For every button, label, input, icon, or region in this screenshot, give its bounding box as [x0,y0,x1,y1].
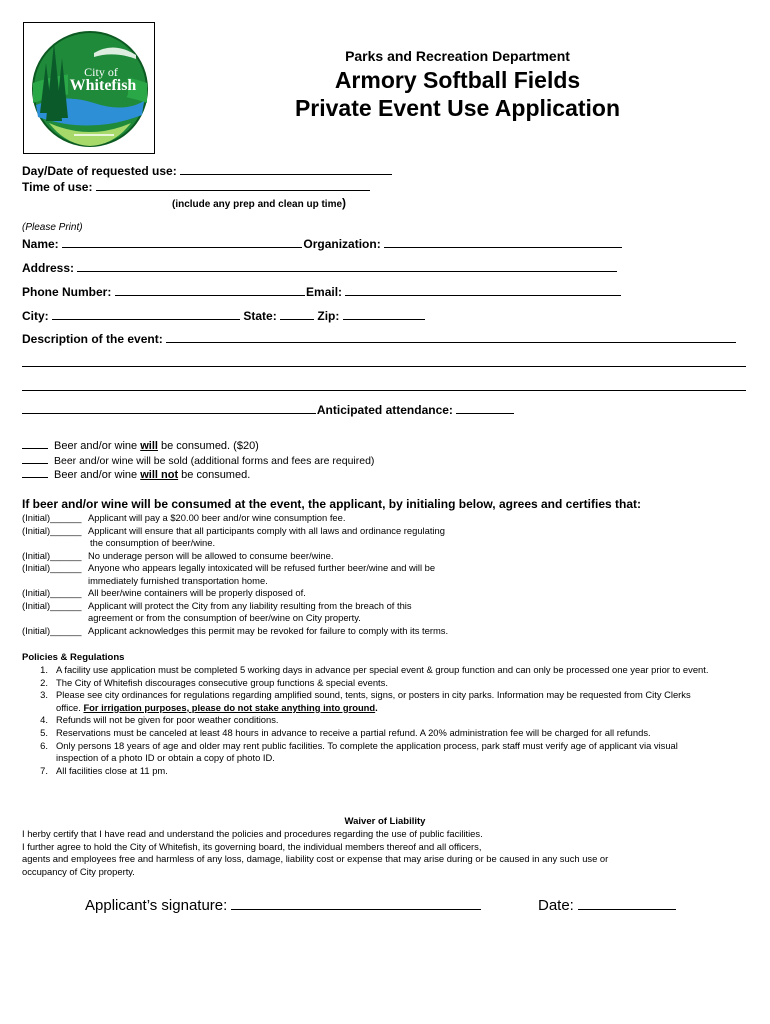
description-line[interactable] [166,331,736,343]
policies-list [12,664,752,777]
policy-item [12,664,752,677]
initial-label[interactable]: (Initial)______ [22,624,82,636]
policy-number: 2. [40,676,48,688]
beer-option-consumed[interactable] [22,439,259,452]
initial-row[interactable] [22,512,448,525]
policy-text: The City of Whitefish discourages consecutive group functions & special events. [56,676,388,688]
phone-line[interactable] [115,284,305,296]
initial-text: No underage person will be allowed to consume beer/wine. [88,549,334,561]
city-line[interactable] [52,308,240,320]
initial-text: Anyone who appears legally intoxicated will be refused further beer/wine and will be [88,562,436,573]
day-date-line[interactable] [180,163,392,175]
initial-text: agreement or from the consumption of beer/wine on City property. [88,612,361,623]
date-field[interactable] [538,895,676,914]
policy-item [12,765,752,778]
beer-option-not-consumed[interactable] [22,468,250,481]
initials-list [22,512,448,637]
policy-item: 3. Please see city ordinances for regulations regarding amplified sound, tents, signs, or posters in city parks. Information may be requested from City Clerks office. For irrigation purposes, please do not stake anything into ground. [12,689,752,714]
date-label: Date: [538,897,574,914]
initial-row[interactable] [22,600,448,613]
logo-text-city-of: City of [84,65,118,79]
policy-text: Only persons 18 years of age and older may rent public facilities. To complete the application process, park staff must verify age of applicant via visual inspection of a photo ID or obtain a copy of photo ID. [56,739,678,764]
city-state-zip-field[interactable] [22,308,425,323]
attendance-line[interactable] [456,402,514,414]
initial-row[interactable] [22,587,448,600]
phone-email-field[interactable] [22,284,621,299]
policy-text: All facilities close at 11 pm. [56,764,168,776]
policy-text: A facility use application must be completed 5 working days in advance per special event & group function and can only be processed one year prior to event. [56,664,709,675]
waiver-line: occupancy of City property. [22,865,135,877]
description-field[interactable] [22,331,736,346]
beer-option-line[interactable] [22,454,48,464]
beer-option-emphasis: will [140,440,158,452]
policy-number: 3. [40,689,48,701]
initial-text: Applicant will ensure that all participants comply with all laws and ordinance regulating [88,524,445,536]
waiver-text [22,828,752,878]
initial-label[interactable]: (Initial)______ [22,562,82,573]
name-field[interactable] [22,236,622,251]
name-label: Name: [22,237,59,251]
department-name: Parks and Recreation Department [345,48,570,64]
initial-row[interactable] [22,625,448,638]
attendance-field[interactable] [22,402,514,417]
beer-option-text: Beer and/or wine will be sold (additional forms and fees are required) [54,455,375,467]
applicant-signature-line[interactable] [231,895,481,910]
policy-item [12,740,752,765]
initial-label[interactable]: (Initial)______ [22,549,82,561]
address-label: Address: [22,261,75,275]
organization-label: Organization: [303,237,381,251]
initial-text: All beer/wine containers will be properly disposed of. [88,587,306,598]
initial-label[interactable]: (Initial)______ [22,524,82,536]
initial-row[interactable] [22,562,448,575]
certify-heading: If beer and/or wine will be consumed at the event, the applicant, by initialing below, agrees and certifies that: [22,497,642,511]
beer-option-text-end: be consumed. ($20) [157,440,259,452]
initial-text: Applicant will protect the City from any liability resulting from the breach of this [88,599,412,611]
applicant-signature-label: Applicant’s signature: [85,897,228,914]
description-line-4[interactable] [22,402,316,414]
prep-note-close: ) [342,196,347,210]
policy-number: 1. [40,664,48,675]
waiver-line: I further agree to hold the City of Whitefish, its governing board, the individual members thereof and all officers, [22,840,482,852]
description-line-2[interactable] [22,366,746,367]
beer-option-text: Beer and/or wine [54,469,141,481]
initial-text: immediately furnished transportation home. [88,574,268,586]
name-line[interactable] [62,236,302,248]
policy-item [12,677,752,690]
beer-option-emphasis: will not [140,469,179,481]
zip-line[interactable] [343,308,425,320]
policy-item [12,714,752,727]
policy-number: 4. [40,714,48,726]
beer-option-text: Beer and/or wine [54,440,141,452]
initial-text: Applicant will pay a $20.00 beer and/or wine consumption fee. [88,512,346,523]
form-title-line1: Armory Softball Fields [334,67,581,93]
state-label: State: [243,309,277,323]
phone-label: Phone Number: [22,285,112,299]
policies-heading: Policies & Regulations [22,652,125,663]
logo-text-whitefish: Whitefish [69,77,137,94]
city-logo-frame [23,22,155,154]
policy-irrigation-warning: For irrigation purposes, please do not stake anything into ground [83,701,376,713]
day-date-label: Day/Date of requested use: [22,164,177,178]
initial-row[interactable] [22,550,448,563]
email-label: Email: [306,285,343,299]
initial-row-cont [22,612,448,625]
initial-text: the consumption of beer/wine. [90,537,216,548]
initial-row-cont [22,575,448,588]
beer-option-line[interactable] [22,468,48,478]
waiver-heading: Waiver of Liability [344,816,426,827]
policy-number: 6. [40,739,48,751]
description-label: Description of the event: [22,332,163,346]
waiver-line: I herby certify that I have read and understand the policies and procedures regarding the use of public facilities. [22,828,483,839]
policy-number: 5. [40,726,48,738]
time-of-use-line[interactable] [96,179,370,191]
description-line-3[interactable] [22,390,746,391]
prep-note-text: (include any prep and clean up time [172,199,343,210]
form-title-line2: Private Event Use Application [294,95,621,121]
initial-label[interactable]: (Initial)______ [22,512,82,523]
initial-row-cont [22,537,448,550]
policy-number: 7. [40,764,48,776]
initial-label[interactable]: (Initial)______ [22,587,82,598]
prep-note [172,196,346,210]
zip-label: Zip: [317,309,340,323]
beer-option-sold[interactable] [22,454,374,467]
initial-label[interactable]: (Initial)______ [22,599,82,611]
city-label: City: [22,309,49,323]
beer-option-line[interactable] [22,439,48,449]
waiver-line: agents and employees free and harmless of any loss, damage, liability cost or expense that may arise during or be caused in any such use or [22,853,609,865]
policy-text: Please see city ordinances for regulations regarding amplified sound, tents, signs, or posters in city parks. Information may be requested from City Clerks office. [56,689,691,713]
applicant-signature-field[interactable] [85,895,481,914]
beer-option-text-end: be consumed. [178,469,251,481]
email-line[interactable] [345,284,621,296]
policy-text: Refunds will not be given for poor weather conditions. [56,714,279,726]
time-of-use-field[interactable] [22,179,370,194]
organization-line[interactable] [384,236,622,248]
initial-row[interactable] [22,525,448,538]
initial-text: Applicant acknowledges this permit may be revoked for failure to comply with its terms. [88,624,449,636]
address-field[interactable] [22,260,617,275]
time-of-use-label: Time of use: [22,180,93,194]
day-date-field[interactable] [22,163,392,178]
state-line[interactable] [280,308,314,320]
address-line[interactable] [77,260,617,272]
date-line[interactable] [578,895,676,910]
policy-text: Reservations must be canceled at least 48 hours in advance to receive a partial refund. A 20% administration fee will be charged for all refunds. [56,726,651,738]
attendance-label: Anticipated attendance: [316,403,453,417]
policy-item [12,727,752,740]
please-print-note: (Please Print) [22,222,83,233]
